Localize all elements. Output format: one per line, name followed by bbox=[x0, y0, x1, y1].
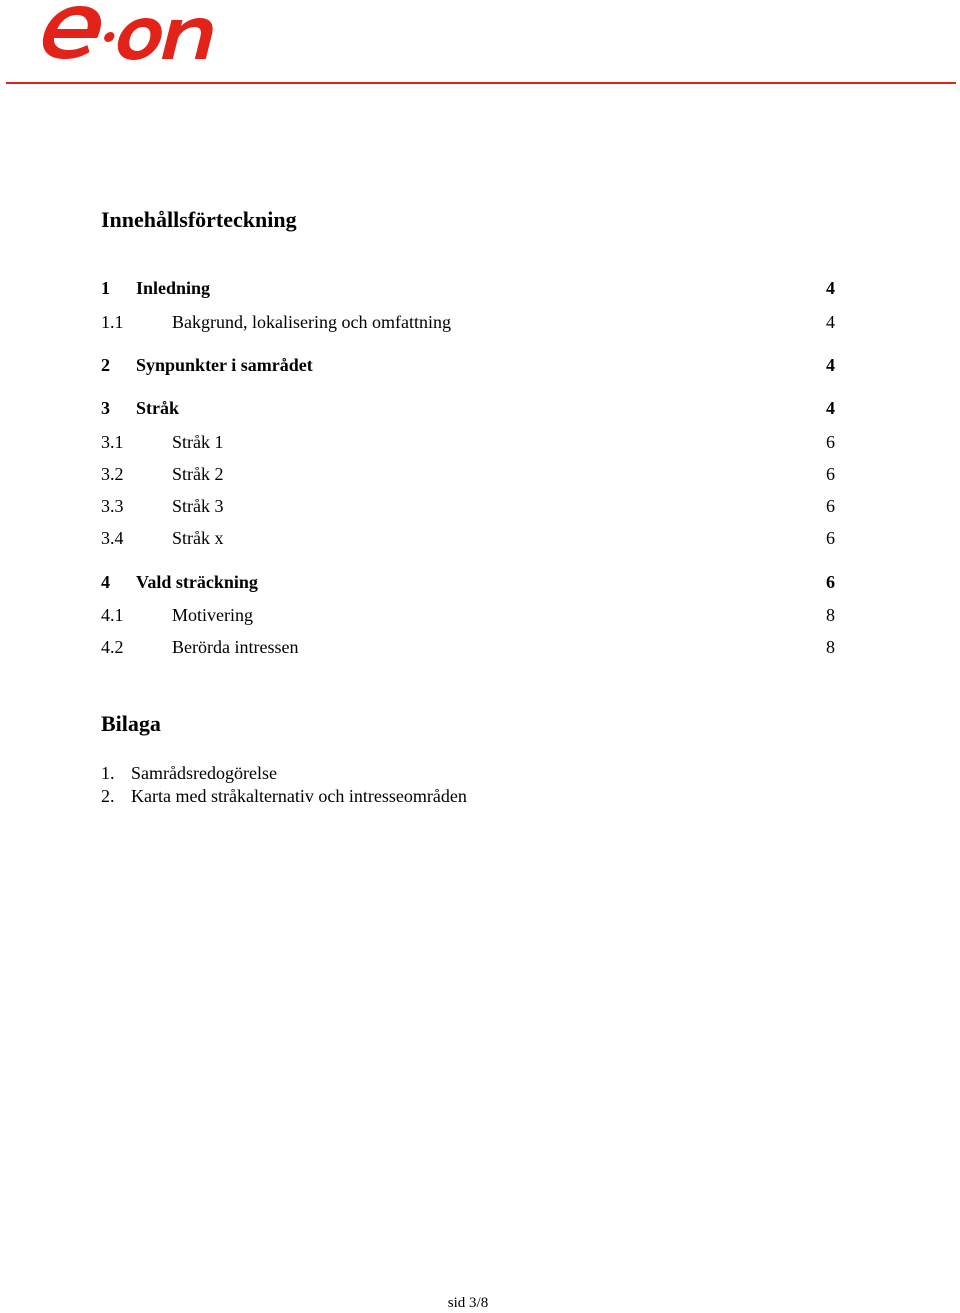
toc-entry-page: 4 bbox=[826, 398, 835, 418]
toc-entry-page: 6 bbox=[826, 432, 835, 452]
toc-entry-page: 8 bbox=[826, 605, 835, 625]
toc-entry-label: Stråk 3 bbox=[172, 496, 224, 516]
toc-entry-number: 2 bbox=[101, 355, 110, 375]
toc-entry[interactable] bbox=[101, 310, 837, 334]
toc-heading: Innehållsförteckning bbox=[101, 207, 297, 232]
toc-entry[interactable] bbox=[101, 276, 837, 300]
toc-entry-number: 4.2 bbox=[101, 637, 124, 657]
toc-entry-number: 3.3 bbox=[101, 496, 124, 516]
toc-entry-label: Inledning bbox=[136, 278, 211, 298]
toc-entry[interactable] bbox=[101, 494, 837, 518]
toc-entry-label: Vald sträckning bbox=[136, 572, 258, 592]
toc-entry-label: Motivering bbox=[172, 605, 253, 625]
toc-entry-label: Stråk x bbox=[172, 528, 224, 548]
toc-entry[interactable] bbox=[101, 603, 837, 627]
toc-entry[interactable] bbox=[101, 635, 837, 659]
toc-entry[interactable] bbox=[101, 430, 837, 454]
toc-entry-label: Stråk bbox=[136, 398, 180, 418]
toc-entry-number: 3 bbox=[101, 398, 110, 418]
toc-entry-number: 4.1 bbox=[101, 605, 124, 625]
toc-entry-page: 6 bbox=[826, 464, 835, 484]
toc-entry-label: Stråk 2 bbox=[172, 464, 224, 484]
toc-entry[interactable] bbox=[101, 396, 837, 420]
appendix-heading: Bilaga bbox=[101, 711, 161, 736]
toc-entry-page: 6 bbox=[826, 496, 835, 516]
toc-entry[interactable] bbox=[101, 526, 837, 550]
toc-entry-page: 6 bbox=[826, 528, 835, 548]
appendix-item-number: 2. bbox=[101, 786, 115, 806]
toc-entry-number: 4 bbox=[101, 572, 110, 592]
toc-entry-page: 4 bbox=[826, 355, 835, 375]
toc-entry-page: 6 bbox=[826, 572, 835, 592]
toc-entry-number: 3.1 bbox=[101, 432, 124, 452]
page-number: sid 3/8 bbox=[447, 1295, 489, 1311]
toc-entry-number: 1 bbox=[101, 278, 110, 298]
appendix-item-label: Karta med stråkalternativ och intresseområden bbox=[131, 786, 467, 806]
appendix-item-number: 1. bbox=[101, 763, 115, 783]
eon-logo-icon bbox=[34, 2, 230, 64]
toc-entry[interactable] bbox=[101, 462, 837, 486]
eon-logo bbox=[34, 2, 230, 64]
toc-entry[interactable] bbox=[101, 570, 837, 594]
appendix-item-label: Samrådsredogörelse bbox=[131, 763, 277, 783]
toc-entry-number: 1.1 bbox=[101, 312, 124, 332]
toc-entry-page: 4 bbox=[826, 312, 835, 332]
toc-entry-number: 3.2 bbox=[101, 464, 124, 484]
toc-entry-label: Synpunkter i samrådet bbox=[136, 355, 313, 375]
toc-entry-label: Berörda intressen bbox=[172, 637, 299, 657]
header-divider bbox=[6, 82, 956, 84]
toc-entry[interactable] bbox=[101, 353, 837, 377]
toc-entry-number: 3.4 bbox=[101, 528, 124, 548]
toc-entry-label: Stråk 1 bbox=[172, 432, 224, 452]
toc-entry-label: Bakgrund, lokalisering och omfattning bbox=[172, 312, 451, 332]
toc-entry-page: 8 bbox=[826, 637, 835, 657]
toc-entry-page: 4 bbox=[826, 278, 835, 298]
